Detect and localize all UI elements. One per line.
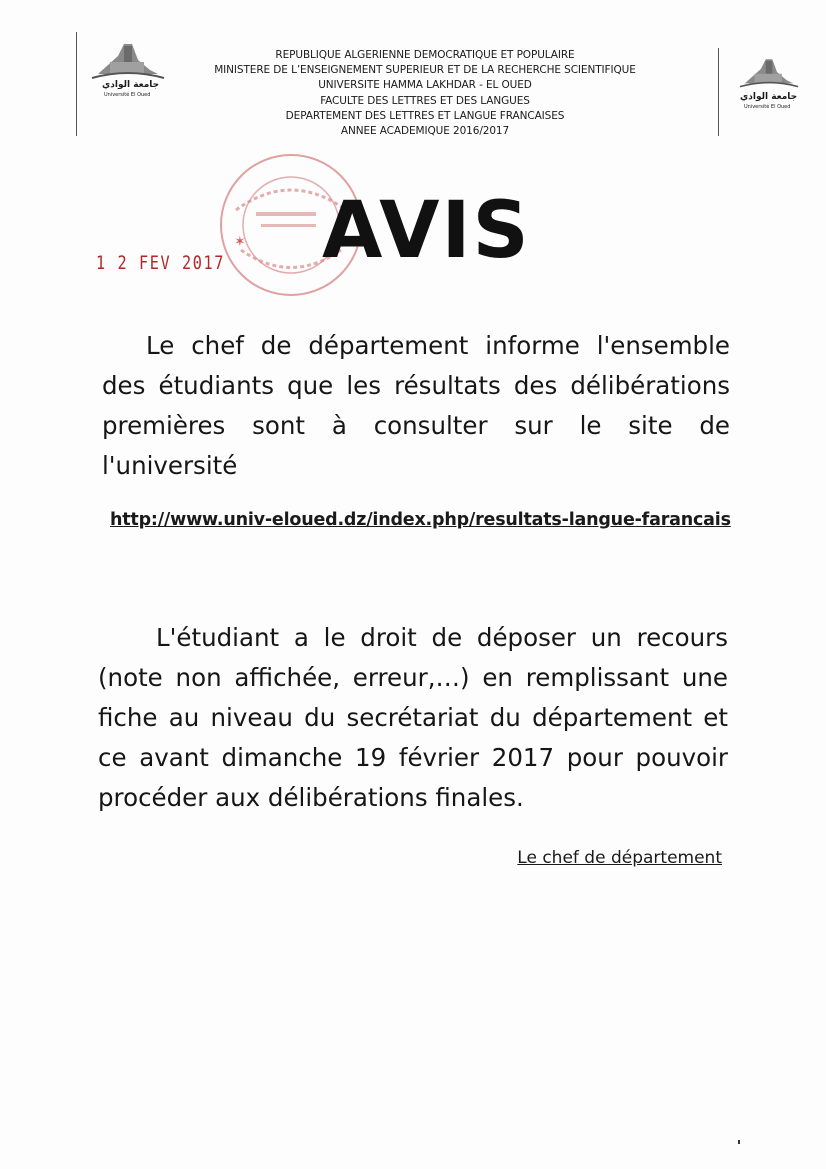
header-line: MINISTERE DE L’ENSEIGNEMENT SUPERIEUR ET DE LA RECHERCHE SCIENTIFIQUE	[214, 64, 636, 77]
university-logo-right	[734, 56, 804, 110]
right-rule	[718, 48, 719, 136]
university-logo-left	[88, 40, 168, 106]
page-title: AVIS	[322, 186, 531, 276]
header-line: UNIVERSITE HAMMA LAKHDAR - EL OUED	[318, 79, 532, 92]
notice-paragraph-2	[98, 618, 728, 818]
signature-label: Le chef de département	[517, 848, 722, 868]
logo-latin-text: Université El Oued	[744, 104, 791, 110]
header-line: DEPARTEMENT DES LETTRES ET LANGUE FRANCAISES	[285, 109, 565, 122]
header-line: FACULTE DES LETTRES ET DES LANGUES	[320, 94, 530, 107]
scan-speck	[738, 1140, 740, 1144]
header-line: ANNEE ACADEMIQUE 2016/2017	[340, 125, 510, 138]
paragraph-1-text: Le chef de département informe l'ensemble des étudiants que les résultats des délibérations premières sont à consulter sur le site de l'université	[102, 331, 730, 480]
results-link[interactable]: http://www.univ-eloued.dz/index.php/resultats-langue-farancais	[110, 510, 731, 530]
institution-header	[170, 48, 680, 139]
notice-paragraph-1	[102, 326, 730, 486]
logo-arabic-text: جامعة الوادي	[102, 80, 160, 90]
svg-text:✶: ✶	[234, 234, 246, 250]
logo-arabic-text: جامعة الوادي	[740, 92, 798, 102]
logo-latin-text: Université El Oued	[104, 92, 151, 98]
date-stamp: 1 2 FEV 2017	[96, 252, 226, 274]
paragraph-2-text: L'étudiant a le droit de déposer un recours (note non affichée, erreur,…) en remplissant une fiche au niveau du secrétariat du département et ce avant dimanche 19 février 2017 pour pouvoir procéder aux délibérations finales.	[98, 623, 728, 812]
header-line: REPUBLIQUE ALGERIENNE DEMOCRATIQUE ET POPULAIRE	[275, 49, 575, 61]
left-rule	[76, 32, 77, 136]
